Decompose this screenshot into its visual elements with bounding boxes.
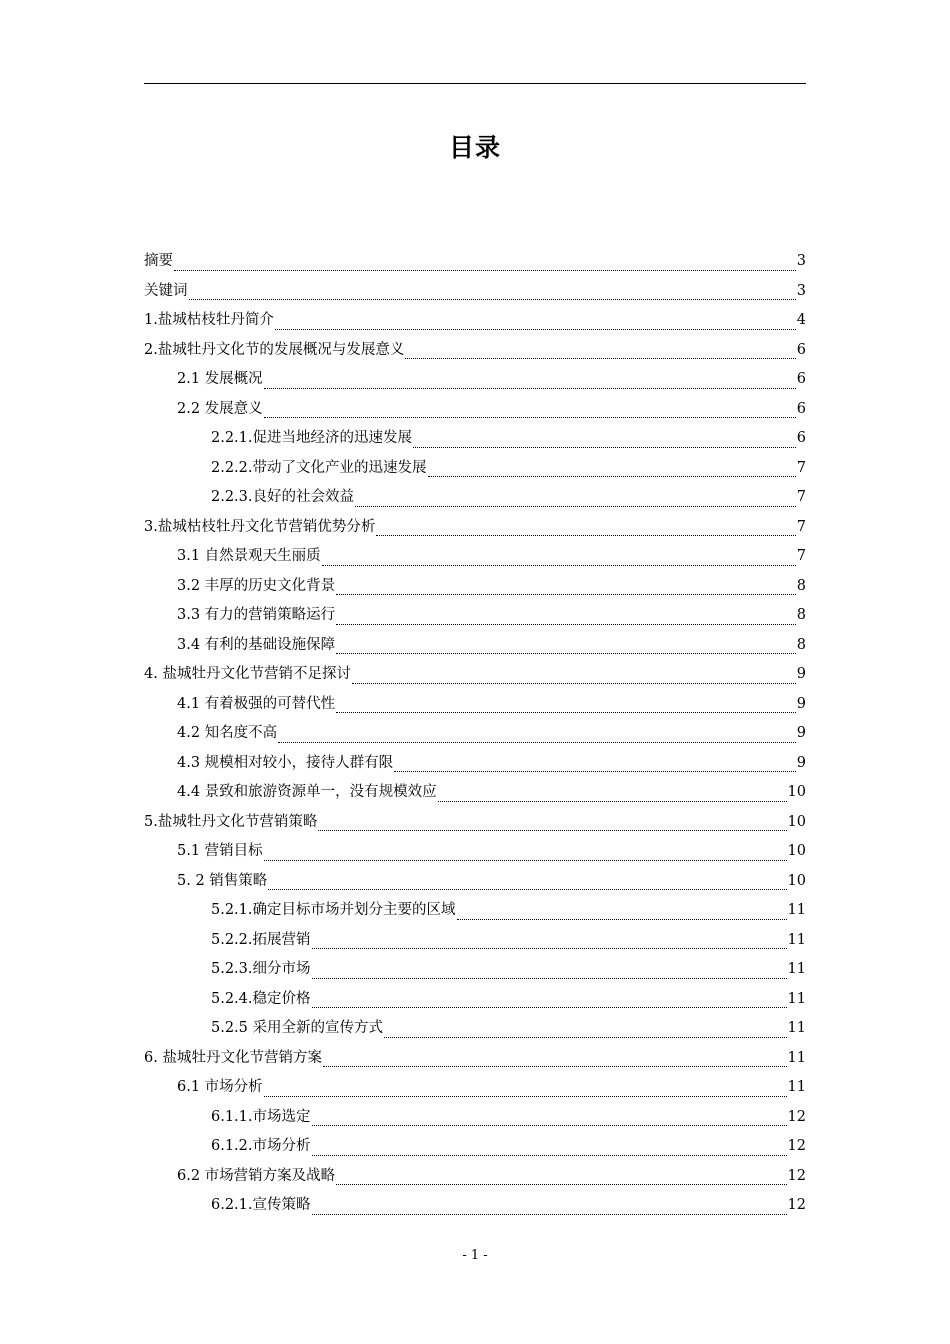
toc-entry[interactable]: [144, 542, 806, 572]
toc-entry[interactable]: [144, 1191, 806, 1221]
toc-entry[interactable]: [144, 395, 806, 425]
toc-entry-page: 8: [796, 636, 806, 653]
toc-dot-leader: [312, 1124, 787, 1126]
toc-entry-page: 7: [796, 459, 806, 476]
toc-entry-label: 5.1 营销目标: [177, 843, 263, 859]
toc-dot-leader: [336, 1183, 786, 1185]
toc-entry-label: 5.2.3.细分市场: [211, 961, 311, 977]
toc-dot-leader: [312, 1213, 787, 1215]
toc-entry-label: 2.盐城牡丹文化节的发展概况与发展意义: [144, 341, 405, 358]
toc-entry[interactable]: [144, 660, 806, 690]
toc-entry[interactable]: [144, 277, 806, 307]
toc-dot-leader: [352, 682, 796, 684]
toc-entry[interactable]: [144, 483, 806, 513]
toc-entry-page: 9: [796, 666, 806, 682]
toc-entry-label: 5. 2 销售策略: [177, 872, 268, 889]
toc-entry[interactable]: [144, 1103, 806, 1133]
toc-entry[interactable]: [144, 1044, 806, 1074]
toc-entry-label: 6.1.1.市场选定: [211, 1108, 311, 1125]
toc-entry[interactable]: [144, 247, 806, 277]
toc-dot-leader: [457, 918, 787, 920]
toc-entry-label: 关键词: [144, 282, 188, 299]
toc-entry-label: 4.4 景致和旅游资源单一，没有规模效应: [177, 784, 437, 800]
toc-dot-leader: [275, 328, 796, 330]
toc-entry[interactable]: [144, 808, 806, 838]
toc-dot-leader: [189, 298, 796, 300]
toc-dot-leader: [336, 652, 796, 654]
toc-entry-label: 6.2.1.宣传策略: [211, 1197, 311, 1213]
page-number: - 1 -: [462, 1248, 488, 1263]
toc-entry[interactable]: [144, 454, 806, 484]
toc-entry-label: 6.1.2.市场分析: [211, 1138, 311, 1154]
toc-entry-page: 6: [796, 430, 806, 446]
toc-entry-label: 6.1 市场分析: [177, 1079, 263, 1095]
toc-entry-page: 11: [787, 1049, 806, 1066]
toc-dot-leader: [336, 593, 796, 595]
toc-entry[interactable]: [144, 867, 806, 897]
toc-entry-label: 2.2.1.促进当地经济的迅速发展: [211, 430, 413, 446]
toc-dot-leader: [312, 1154, 787, 1156]
toc-entry-page: 4: [796, 312, 806, 328]
toc-entry[interactable]: [144, 1132, 806, 1162]
toc-entry-page: 11: [787, 931, 806, 948]
toc-entry-page: 11: [787, 961, 806, 977]
toc-entry[interactable]: [144, 513, 806, 543]
toc-entry-page: 7: [796, 489, 806, 505]
toc-entry-page: 7: [796, 548, 806, 564]
toc-entry-page: 7: [796, 518, 806, 535]
toc-entry[interactable]: [144, 955, 806, 985]
toc-dot-leader: [413, 446, 796, 448]
toc-entry-label: 5.盐城牡丹文化节营销策略: [144, 813, 318, 830]
toc-entry-label: 6. 盐城牡丹文化节营销方案: [144, 1049, 322, 1066]
toc-entry-label: 2.1 发展概况: [177, 371, 263, 387]
toc-entry-page: 10: [787, 843, 806, 859]
toc-entry-page: 9: [796, 725, 806, 741]
toc-dot-leader: [384, 1036, 787, 1038]
toc-entry-page: 3: [796, 282, 806, 299]
toc-entry[interactable]: [144, 631, 806, 661]
toc-entry[interactable]: [144, 749, 806, 779]
toc-dot-leader: [322, 564, 796, 566]
toc-dot-leader: [312, 947, 787, 949]
toc-entry-page: 11: [787, 1020, 806, 1036]
toc-dot-leader: [268, 888, 786, 890]
toc-entry-page: 10: [787, 813, 806, 830]
toc-entry-page: 12: [787, 1167, 806, 1184]
toc-entry[interactable]: [144, 424, 806, 454]
table-of-contents: [144, 247, 806, 1221]
toc-entry-label: 5.2.1.确定目标市场并划分主要的区域: [211, 902, 456, 918]
toc-entry-label: 4.1 有着极强的可替代性: [177, 695, 336, 712]
toc-entry-label: 6.2 市场营销方案及战略: [177, 1167, 336, 1184]
toc-entry[interactable]: [144, 365, 806, 395]
toc-dot-leader: [312, 977, 787, 979]
toc-entry[interactable]: [144, 1073, 806, 1103]
toc-entry-label: 摘要: [144, 253, 173, 269]
toc-dot-leader: [264, 387, 796, 389]
header-rule: [144, 83, 806, 84]
toc-entry-page: 10: [787, 872, 806, 889]
toc-entry[interactable]: [144, 985, 806, 1015]
toc-entry-page: 12: [787, 1138, 806, 1154]
toc-dot-leader: [278, 741, 796, 743]
toc-entry[interactable]: [144, 926, 806, 956]
toc-entry[interactable]: [144, 306, 806, 336]
toc-entry[interactable]: [144, 896, 806, 926]
toc-entry-page: 11: [787, 990, 806, 1007]
toc-entry-label: 4.2 知名度不高: [177, 725, 278, 741]
toc-entry-page: 3: [796, 253, 806, 269]
toc-entry[interactable]: [144, 719, 806, 749]
toc-dot-leader: [264, 859, 787, 861]
toc-dot-leader: [264, 1095, 787, 1097]
toc-dot-leader: [264, 416, 796, 418]
toc-dot-leader: [174, 269, 796, 271]
toc-entry-label: 4. 盐城牡丹文化节营销不足探讨: [144, 666, 351, 682]
toc-entry-page: 10: [787, 784, 806, 800]
toc-entry-page: 6: [796, 371, 806, 387]
toc-entry[interactable]: [144, 601, 806, 631]
toc-entry-label: 5.2.2.拓展营销: [211, 931, 311, 948]
toc-entry[interactable]: [144, 1014, 806, 1044]
toc-entry-page: 6: [796, 400, 806, 417]
toc-dot-leader: [405, 357, 795, 359]
toc-entry-label: 3.4 有利的基础设施保障: [177, 636, 336, 653]
toc-entry-page: 12: [787, 1197, 806, 1213]
toc-entry-label: 3.1 自然景观天生丽质: [177, 548, 321, 564]
toc-entry-label: 5.2.5 采用全新的宣传方式: [211, 1020, 384, 1036]
toc-dot-leader: [312, 1006, 787, 1008]
toc-entry[interactable]: [144, 1162, 806, 1192]
toc-entry-label: 2.2.2.带动了文化产业的迅速发展: [211, 459, 427, 476]
toc-entry[interactable]: [144, 572, 806, 602]
toc-entry-label: 2.2.3.良好的社会效益: [211, 489, 355, 505]
toc-dot-leader: [438, 800, 787, 802]
toc-entry-label: 5.2.4.稳定价格: [211, 990, 311, 1007]
toc-entry[interactable]: [144, 690, 806, 720]
toc-entry[interactable]: [144, 336, 806, 366]
toc-entry-page: 11: [787, 1079, 806, 1095]
toc-dot-leader: [336, 623, 796, 625]
toc-entry-label: 1.盐城枯枝牡丹简介: [144, 312, 274, 328]
toc-entry-page: 6: [796, 341, 806, 358]
toc-entry-page: 9: [796, 695, 806, 712]
toc-entry-label: 4.3 规模相对较小，接待人群有限: [177, 754, 394, 771]
toc-dot-leader: [318, 829, 786, 831]
toc-entry-page: 12: [787, 1108, 806, 1125]
toc-entry-page: 9: [796, 754, 806, 771]
toc-entry-label: 2.2 发展意义: [177, 400, 263, 417]
toc-entry-page: 11: [787, 902, 806, 918]
toc-entry-label: 3.盐城枯枝牡丹文化节营销优势分析: [144, 518, 376, 535]
toc-dot-leader: [376, 534, 795, 536]
toc-entry-page: 8: [796, 607, 806, 623]
toc-dot-leader: [355, 505, 796, 507]
toc-dot-leader: [323, 1065, 787, 1067]
toc-dot-leader: [336, 711, 796, 713]
toc-entry-page: 8: [796, 577, 806, 594]
toc-entry-label: 3.3 有力的营销策略运行: [177, 607, 336, 623]
toc-entry[interactable]: [144, 837, 806, 867]
toc-entry[interactable]: [144, 778, 806, 808]
page-title: 目录: [448, 133, 501, 162]
toc-dot-leader: [428, 475, 796, 477]
toc-dot-leader: [394, 770, 796, 772]
toc-entry-label: 3.2 丰厚的历史文化背景: [177, 577, 336, 594]
